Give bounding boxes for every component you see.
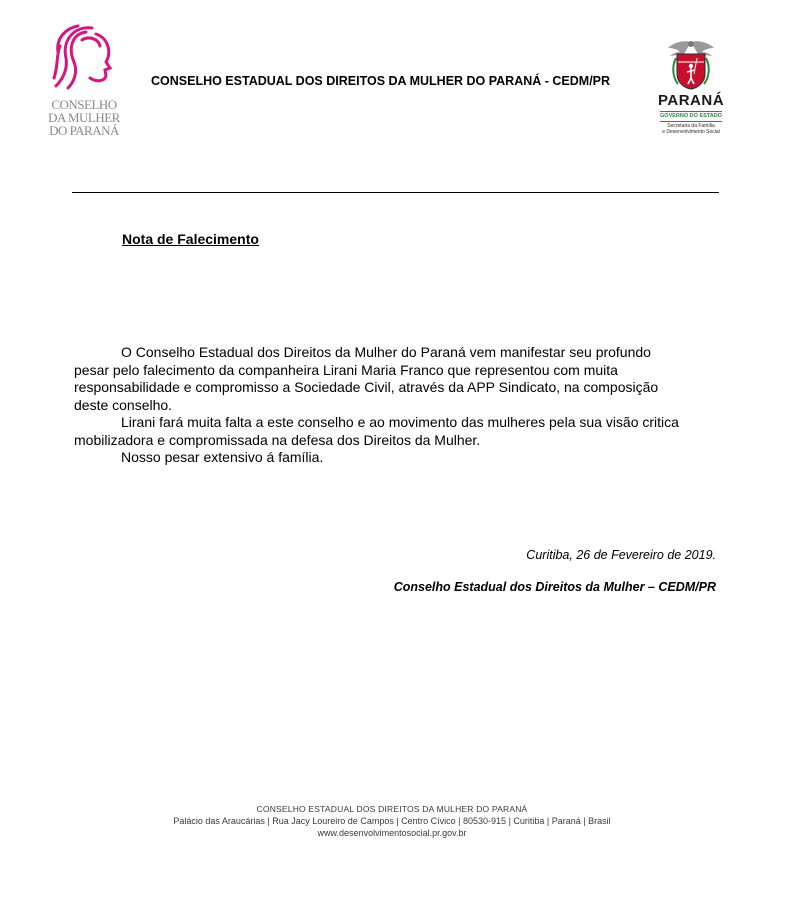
woman-profile-icon <box>52 22 118 92</box>
paragraph-2-line-2: mobilizadora e compromissada na defesa dos Direitos da Mulher. <box>74 431 481 448</box>
note-title: Nota de Falecimento <box>122 231 259 247</box>
paragraph-2 <box>74 414 724 449</box>
parana-divider-2 <box>660 121 722 122</box>
cedm-logo <box>44 22 124 142</box>
parana-logo <box>650 38 740 143</box>
logo-left-line-3: DO PARANÁ <box>49 123 119 138</box>
paragraph-1-line-1: O Conselho Estadual dos Direitos da Mulher do Paraná vem manifestar seu profundo <box>121 344 651 360</box>
parana-coat-of-arms-icon <box>650 38 732 90</box>
logo-left-line-1: CONSELHO <box>51 97 117 112</box>
paragraph-1-line-3: responsabilidade e compromisso a Sociedade Civil, através da APP Sindicato, na composição <box>74 379 659 395</box>
note-body <box>74 344 724 467</box>
footer-website: www.desenvolvimentosocial.pr.gov.br <box>317 828 467 838</box>
header-title: CONSELHO ESTADUAL DOS DIREITOS DA MULHER DO PARANÁ - CEDM/PR <box>151 74 611 88</box>
place-date: Curitiba, 26 de Fevereiro de 2019. <box>526 548 716 562</box>
paragraph-1-line-2: pesar pelo falecimento da companheira Lirani Maria Franco que representou com muita <box>74 361 618 378</box>
paragraph-2-line-1: Lirani fará muita falta a este conselho e ao movimento das mulheres pela sua visão critica <box>121 414 679 430</box>
parana-secretariat-line-2: e Desenvolvimento Social <box>662 129 720 135</box>
parana-government: GOVERNO DO ESTADO <box>660 113 722 119</box>
paragraph-1 <box>74 344 724 414</box>
parana-divider <box>660 111 722 112</box>
paragraph-3-line-1: Nosso pesar extensivo á família. <box>121 449 324 465</box>
footer-address: Palácio das Araucárias | Rua Jacy Loureiro de Campos | Centro Cívico | 80530-915 | Curitiba | Paraná | Brasil <box>173 816 611 826</box>
parana-name: PARANÁ <box>657 92 725 109</box>
parana-secretariat-line-1: Secretaria da Família <box>667 123 715 129</box>
signature: Conselho Estadual dos Direitos da Mulher – CEDM/PR <box>393 580 716 594</box>
header-divider <box>72 192 719 193</box>
paragraph-3 <box>74 449 724 467</box>
paragraph-1-line-4: deste conselho. <box>74 396 173 413</box>
logo-left-line-2: DA MULHER <box>48 110 120 125</box>
footer-org: CONSELHO ESTADUAL DOS DIREITOS DA MULHER DO PARANÁ <box>256 804 528 814</box>
